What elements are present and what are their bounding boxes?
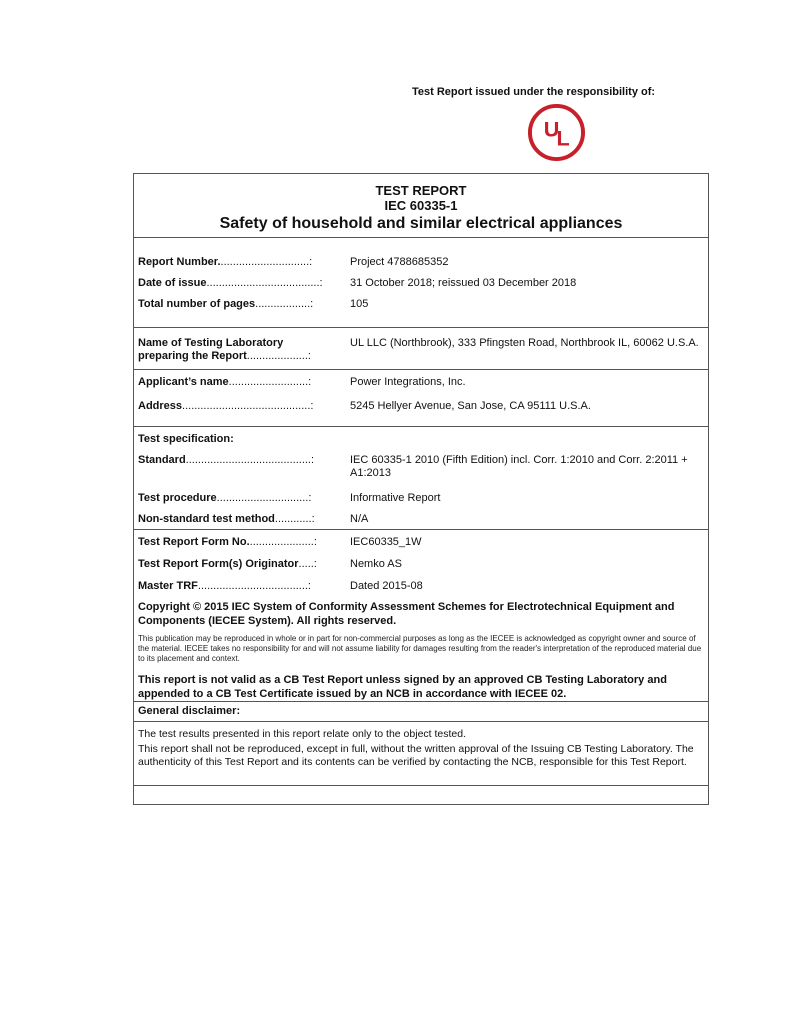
disclaimer-line1: The test results presented in this report relate only to the object tested.: [138, 728, 467, 740]
form-section: [134, 530, 708, 702]
standard-title: IEC 60335-1: [384, 198, 458, 213]
standard-value: IEC 60335-1 2010 (Fifth Edition) incl. Corr. 1:2010 and Corr. 2:2011 + A1:2013: [350, 454, 688, 479]
address-row: Address..........................................: 5245 Hellyer Avenue, San Jose, CA 95111 U.S.A.: [134, 400, 708, 413]
nonstd-value: N/A: [350, 513, 369, 525]
originator-label: Test Report Form(s) Originator: [138, 558, 299, 570]
applicant-name-label: Applicant’s name: [138, 376, 229, 388]
standard-row: Standard.........................................: IEC 60335-1 2010 (Fifth Edition) incl. Corr. 1:2010 and Corr. 2:2011 + A1:2013: [134, 449, 708, 492]
disclaimer-section: [134, 722, 708, 786]
date-of-issue-row: Date of issue.....................................: 31 October 2018; reissued 03 December 2018: [134, 277, 708, 298]
report-title: TEST REPORT: [375, 183, 467, 198]
date-label: Date of issue: [138, 277, 207, 289]
total-pages-row: Total number of pages..................: 105: [134, 298, 708, 319]
procedure-row: Test procedure..............................: Informative Report: [134, 492, 708, 513]
nonstd-label: Non-standard test method: [138, 513, 275, 525]
applicant-name-row: Applicant’s name..........................: Power Integrations, Inc.: [134, 376, 708, 400]
address-value: 5245 Hellyer Avenue, San Jose, CA 95111 U.S.A.: [350, 400, 591, 412]
lab-label-line1: Name of Testing Laboratory: [138, 337, 284, 349]
report-info-section: [134, 238, 708, 328]
disclaimer-heading: General disclaimer:: [138, 705, 241, 717]
procedure-value: Informative Report: [350, 492, 441, 504]
lab-section: [134, 328, 708, 370]
lab-label-line2: preparing the Report: [138, 350, 247, 362]
svg-text:L: L: [556, 125, 570, 151]
standard-label: Standard: [138, 454, 186, 466]
master-label: Master TRF: [138, 580, 198, 592]
pages-value: 105: [350, 298, 369, 310]
applicant-section: [134, 370, 708, 427]
not-valid-notice: This report is not valid as a CB Test Report unless signed by an approved CB Testing Laboratory and appended to a CB Test Certificate issued by an NCB in accordance with IECEE 02.: [138, 674, 667, 700]
form-no-value: IEC60335_1W: [350, 536, 422, 548]
pages-label: Total number of pages: [138, 298, 256, 310]
disclaimer-heading-section: [134, 702, 708, 722]
applicant-name-value: Power Integrations, Inc.: [350, 376, 466, 388]
publication-note: This publication may be reproduced in whole or in part for non-commercial purposes as long as the IECEE is acknowledged as copyright owner and source of the material. IECEE takes no responsibility for and will not assume liability for damages resulting from the reader's interpretation of the reproduced material due to its placement and context.: [138, 634, 702, 663]
svg-text:U: U: [543, 116, 560, 142]
test-spec-section: [134, 427, 708, 530]
originator-row: Test Report Form(s) Originator.....: Nemko AS: [134, 558, 708, 580]
nonstd-row: Non-standard test method............: N/A: [134, 513, 708, 526]
responsibility-note: Test Report issued under the responsibility of:: [412, 86, 656, 98]
form-no-label: Test Report Form No.: [138, 536, 250, 548]
disclaimer-line2: This report shall not be reproduced, except in full, without the written approval of the Issuing CB Testing Laboratory. The authenticity of this Test Report and its contents can be verified by contacting the NCB, responsible for this Test Report.: [138, 743, 694, 768]
procedure-label: Test procedure: [138, 492, 217, 504]
master-value: Dated 2015-08: [350, 580, 423, 592]
form-no-row: Test Report Form No......................: IEC60335_1W: [134, 536, 708, 558]
spec-heading: Test specification:: [138, 433, 234, 445]
lab-value: UL LLC (Northbrook), 333 Pfingsten Road, Northbrook IL, 60062 U.S.A.: [350, 337, 699, 349]
originator-value: Nemko AS: [350, 558, 402, 570]
test-report-box: [133, 173, 709, 805]
date-value: 31 October 2018; reissued 03 December 2018: [350, 277, 577, 289]
report-number-row: Report Number..............................: Project 4788685352: [134, 256, 708, 277]
report-number-label: Report Number.: [138, 256, 221, 268]
lab-row: Name of Testing Laboratory preparing the Report....................: UL LLC (Northbrook), 333 Pfingsten Road, Northbrook IL, 60062 U.S.A.: [134, 337, 708, 363]
address-label: Address: [138, 400, 183, 412]
title-block: [134, 174, 708, 238]
report-number-value: Project 4788685352: [350, 256, 449, 268]
ul-logo: [527, 103, 586, 162]
report-subject: Safety of household and similar electrical appliances: [219, 215, 623, 232]
copyright-notice: Copyright © 2015 IEC System of Conformity Assessment Schemes for Electrotechnical Equipment and Components (IECEE System). All rights reserved.: [138, 601, 675, 627]
master-trf-row: Master TRF....................................: Dated 2015-08: [134, 580, 708, 596]
